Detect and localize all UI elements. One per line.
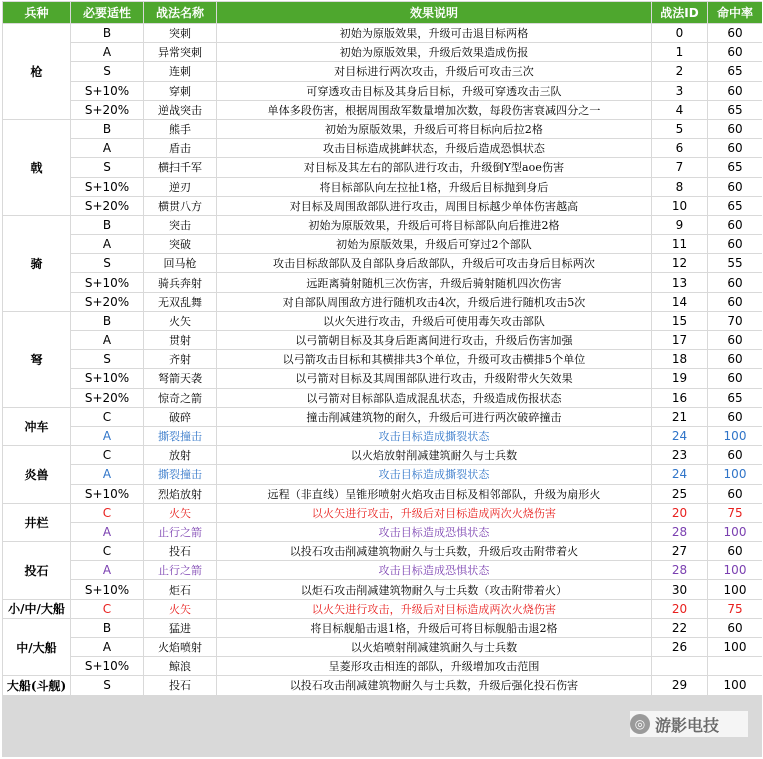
table-row bbox=[3, 197, 762, 215]
effect-cell: 以投石攻击削减建筑物耐久与士兵数，升级后强化投石伤害 bbox=[217, 676, 651, 694]
hit-rate-cell: 100 bbox=[708, 427, 762, 445]
effect-cell: 攻击目标造成恐惧状态 bbox=[217, 561, 651, 579]
aptitude-cell: B bbox=[71, 24, 143, 42]
skill-id-cell: 2 bbox=[652, 62, 707, 80]
effect-cell: 将目标部队向左拉扯1格，升级后目标抛到身后 bbox=[217, 178, 651, 196]
aptitude-cell: C bbox=[71, 542, 143, 560]
effect-cell: 初始为原版效果，升级后效果造成伤报 bbox=[217, 43, 651, 61]
hit-rate-cell: 100 bbox=[708, 676, 762, 694]
table-row bbox=[3, 254, 762, 272]
aptitude-cell: A bbox=[71, 427, 143, 445]
hit-rate-cell: 60 bbox=[708, 178, 762, 196]
effect-cell: 初始为原版效果，升级后可将目标向后拉2格 bbox=[217, 120, 651, 138]
unit-type-cell: 小/中/大船 bbox=[3, 600, 70, 618]
aptitude-cell: S bbox=[71, 254, 143, 272]
skill-name-cell: 熊手 bbox=[144, 120, 216, 138]
aptitude-cell: S+20% bbox=[71, 197, 143, 215]
table-row bbox=[3, 504, 762, 522]
skill-name-cell: 猛进 bbox=[144, 619, 216, 637]
table-row bbox=[3, 331, 762, 349]
aptitude-cell: C bbox=[71, 446, 143, 464]
effect-cell: 以炬石攻击削减建筑物耐久与士兵数（攻击附带着火） bbox=[217, 580, 651, 598]
hit-rate-cell: 65 bbox=[708, 197, 762, 215]
skill-id-cell: 9 bbox=[652, 216, 707, 234]
table-body bbox=[3, 24, 762, 695]
aptitude-cell: S+10% bbox=[71, 369, 143, 387]
aptitude-cell: S bbox=[71, 676, 143, 694]
skill-id-cell: 6 bbox=[652, 139, 707, 157]
aptitude-cell: S+10% bbox=[71, 485, 143, 503]
table-row bbox=[3, 101, 762, 119]
hit-rate-cell: 60 bbox=[708, 446, 762, 464]
skill-name-cell: 回马枪 bbox=[144, 254, 216, 272]
skill-id-cell: 24 bbox=[652, 427, 707, 445]
skill-name-cell: 突破 bbox=[144, 235, 216, 253]
skill-name-cell: 异常突刺 bbox=[144, 43, 216, 61]
skill-id-cell: 7 bbox=[652, 158, 707, 176]
skill-name-cell: 突击 bbox=[144, 216, 216, 234]
hit-rate-cell: 60 bbox=[708, 82, 762, 100]
effect-cell: 以火矢进行攻击，升级后对目标造成两次火烧伤害 bbox=[217, 600, 651, 618]
table-row bbox=[3, 82, 762, 100]
effect-cell: 撞击削减建筑物的耐久，升级后可进行两次破碎撞击 bbox=[217, 408, 651, 426]
table-row bbox=[3, 178, 762, 196]
aptitude-cell: S bbox=[71, 62, 143, 80]
hit-rate-cell: 100 bbox=[708, 465, 762, 483]
table-row bbox=[3, 485, 762, 503]
hit-rate-cell: 60 bbox=[708, 120, 762, 138]
hit-rate-cell: 100 bbox=[708, 561, 762, 579]
effect-cell: 以弓箭对目标部队造成混乱状态，升级造成伤报状态 bbox=[217, 389, 651, 407]
table-row bbox=[3, 369, 762, 387]
aptitude-cell: S+10% bbox=[71, 657, 143, 675]
header-row bbox=[3, 2, 762, 23]
table-row bbox=[3, 235, 762, 253]
aptitude-cell: A bbox=[71, 235, 143, 253]
hit-rate-cell: 60 bbox=[708, 273, 762, 291]
effect-cell: 对目标及其左右的部队进行攻击，升级倒Y型aoe伤害 bbox=[217, 158, 651, 176]
table-row bbox=[3, 120, 762, 138]
aptitude-cell: S+20% bbox=[71, 101, 143, 119]
header-skill-name: 战法名称 bbox=[144, 2, 216, 23]
skill-name-cell: 逆刃 bbox=[144, 178, 216, 196]
table-row bbox=[3, 600, 762, 618]
aptitude-cell: B bbox=[71, 120, 143, 138]
effect-cell: 对目标及周围敌部队进行攻击，周围目标越少单体伤害越高 bbox=[217, 197, 651, 215]
table-row bbox=[3, 273, 762, 291]
aptitude-cell: S+20% bbox=[71, 389, 143, 407]
hit-rate-cell: 55 bbox=[708, 254, 762, 272]
skill-id-cell: 27 bbox=[652, 542, 707, 560]
hit-rate-cell: 60 bbox=[708, 235, 762, 253]
skill-id-cell: 0 bbox=[652, 24, 707, 42]
table-row bbox=[3, 158, 762, 176]
aptitude-cell: B bbox=[71, 312, 143, 330]
skill-name-cell: 止行之箭 bbox=[144, 523, 216, 541]
skill-name-cell: 穿刺 bbox=[144, 82, 216, 100]
aptitude-cell: S bbox=[71, 350, 143, 368]
unit-type-cell: 冲车 bbox=[3, 408, 70, 445]
hit-rate-cell: 60 bbox=[708, 139, 762, 157]
skill-name-cell: 火矢 bbox=[144, 312, 216, 330]
wechat-icon: ◎ bbox=[630, 714, 650, 734]
unit-type-cell: 骑 bbox=[3, 216, 70, 311]
skill-id-cell: 18 bbox=[652, 350, 707, 368]
effect-cell: 攻击目标造成恐惧状态 bbox=[217, 523, 651, 541]
skill-name-cell: 骑兵奔射 bbox=[144, 273, 216, 291]
effect-cell: 远程（非直线）呈锥形喷射火焰攻击目标及相邻部队，升级为扇形火 bbox=[217, 485, 651, 503]
unit-type-cell: 弩 bbox=[3, 312, 70, 407]
aptitude-cell: A bbox=[71, 523, 143, 541]
aptitude-cell: S+10% bbox=[71, 178, 143, 196]
effect-cell: 初始为原版效果，升级后可穿过2个部队 bbox=[217, 235, 651, 253]
aptitude-cell: A bbox=[71, 561, 143, 579]
effect-cell: 攻击目标敌部队及自部队身后敌部队，升级后可攻击身后目标两次 bbox=[217, 254, 651, 272]
aptitude-cell: S+10% bbox=[71, 82, 143, 100]
effect-cell: 可穿透攻击目标及其身后目标，升级可穿透攻击三队 bbox=[217, 82, 651, 100]
hit-rate-cell: 60 bbox=[708, 619, 762, 637]
effect-cell: 以弓箭攻击目标和其横排共3个单位，升级可攻击横排5个单位 bbox=[217, 350, 651, 368]
table-row bbox=[3, 465, 762, 483]
skill-name-cell: 撕裂撞击 bbox=[144, 427, 216, 445]
skill-name-cell: 惊奇之箭 bbox=[144, 389, 216, 407]
hit-rate-cell: 60 bbox=[708, 24, 762, 42]
unit-type-cell: 大船(斗舰) bbox=[3, 676, 70, 694]
hit-rate-cell: 65 bbox=[708, 389, 762, 407]
skill-id-cell: 8 bbox=[652, 178, 707, 196]
effect-cell: 初始为原版效果，升级后可将目标部队向后推进2格 bbox=[217, 216, 651, 234]
unit-type-cell: 戟 bbox=[3, 120, 70, 215]
table-row bbox=[3, 24, 762, 42]
effect-cell: 呈菱形攻击相连的部队，升级增加攻击范围 bbox=[217, 657, 651, 675]
skill-name-cell: 齐射 bbox=[144, 350, 216, 368]
table-row bbox=[3, 427, 762, 445]
hit-rate-cell: 60 bbox=[708, 542, 762, 560]
effect-cell: 对自部队周围敌方进行随机攻击4次，升级后进行随机攻击5次 bbox=[217, 293, 651, 311]
effect-cell: 将目标舰船击退1格，升级后可将目标舰船击退2格 bbox=[217, 619, 651, 637]
header-skill-id: 战法ID bbox=[652, 2, 707, 23]
hit-rate-cell: 75 bbox=[708, 600, 762, 618]
hit-rate-cell: 100 bbox=[708, 580, 762, 598]
skill-id-cell: 30 bbox=[652, 580, 707, 598]
skill-id-cell: 19 bbox=[652, 369, 707, 387]
table-row bbox=[3, 446, 762, 464]
table-row bbox=[3, 62, 762, 80]
skill-id-cell: 20 bbox=[652, 504, 707, 522]
hit-rate-cell bbox=[708, 657, 762, 675]
effect-cell: 远距离骑射随机三次伤害，升级后骑射随机四次伤害 bbox=[217, 273, 651, 291]
aptitude-cell: S+10% bbox=[71, 580, 143, 598]
aptitude-cell: A bbox=[71, 43, 143, 61]
watermark bbox=[630, 711, 748, 737]
skill-name-cell: 突刺 bbox=[144, 24, 216, 42]
aptitude-cell: A bbox=[71, 331, 143, 349]
table-row bbox=[3, 542, 762, 560]
watermark-text: 游影电技 bbox=[655, 715, 720, 735]
hit-rate-cell: 60 bbox=[708, 369, 762, 387]
hit-rate-cell: 60 bbox=[708, 350, 762, 368]
skill-name-cell: 放射 bbox=[144, 446, 216, 464]
unit-type-cell: 投石 bbox=[3, 542, 70, 599]
skill-id-cell: 28 bbox=[652, 561, 707, 579]
skill-name-cell: 连刺 bbox=[144, 62, 216, 80]
table-row bbox=[3, 139, 762, 157]
hit-rate-cell: 100 bbox=[708, 523, 762, 541]
table-row bbox=[3, 312, 762, 330]
table-row bbox=[3, 389, 762, 407]
skill-id-cell: 15 bbox=[652, 312, 707, 330]
skill-id-cell: 24 bbox=[652, 465, 707, 483]
hit-rate-cell: 75 bbox=[708, 504, 762, 522]
skill-name-cell: 火矢 bbox=[144, 504, 216, 522]
skill-id-cell: 1 bbox=[652, 43, 707, 61]
aptitude-cell: A bbox=[71, 638, 143, 656]
effect-cell: 攻击目标造成挑衅状态，升级后造成恐惧状态 bbox=[217, 139, 651, 157]
skill-id-cell: 13 bbox=[652, 273, 707, 291]
aptitude-cell: A bbox=[71, 465, 143, 483]
skill-name-cell: 止行之箭 bbox=[144, 561, 216, 579]
unit-type-cell: 中/大船 bbox=[3, 619, 70, 676]
skill-id-cell: 20 bbox=[652, 600, 707, 618]
table-row bbox=[3, 523, 762, 541]
aptitude-cell: S+20% bbox=[71, 293, 143, 311]
hit-rate-cell: 60 bbox=[708, 293, 762, 311]
aptitude-cell: S+10% bbox=[71, 273, 143, 291]
table-row bbox=[3, 293, 762, 311]
header-effect-description: 效果说明 bbox=[217, 2, 651, 23]
skill-name-cell: 横贯八方 bbox=[144, 197, 216, 215]
skill-id-cell: 14 bbox=[652, 293, 707, 311]
skill-name-cell: 烈焰放射 bbox=[144, 485, 216, 503]
aptitude-cell: C bbox=[71, 408, 143, 426]
skill-name-cell: 火矢 bbox=[144, 600, 216, 618]
aptitude-cell: C bbox=[71, 600, 143, 618]
unit-type-cell: 井栏 bbox=[3, 504, 70, 541]
aptitude-cell: B bbox=[71, 216, 143, 234]
effect-cell: 以弓箭朝目标及其身后距离间进行攻击，升级后伤害加强 bbox=[217, 331, 651, 349]
skill-name-cell: 横扫千军 bbox=[144, 158, 216, 176]
hit-rate-cell: 60 bbox=[708, 216, 762, 234]
header-hit-rate: 命中率 bbox=[708, 2, 762, 23]
table-row bbox=[3, 350, 762, 368]
effect-cell: 单体多段伤害，根据周围敌军数量增加次数，每段伤害衰减四分之一 bbox=[217, 101, 651, 119]
skill-table bbox=[2, 1, 763, 696]
effect-cell: 初始为原版效果，升级可击退目标两格 bbox=[217, 24, 651, 42]
skill-id-cell: 21 bbox=[652, 408, 707, 426]
skill-name-cell: 撕裂撞击 bbox=[144, 465, 216, 483]
skill-id-cell: 11 bbox=[652, 235, 707, 253]
effect-cell: 以弓箭对目标及其周围部队进行攻击，升级附带火矢效果 bbox=[217, 369, 651, 387]
aptitude-cell: S bbox=[71, 158, 143, 176]
effect-cell: 以投石攻击削减建筑物耐久与士兵数，升级后攻击附带着火 bbox=[217, 542, 651, 560]
header-required-aptitude: 必要适性 bbox=[71, 2, 143, 23]
skill-name-cell: 贯射 bbox=[144, 331, 216, 349]
effect-cell: 攻击目标造成撕裂状态 bbox=[217, 465, 651, 483]
table-row bbox=[3, 619, 762, 637]
hit-rate-cell: 60 bbox=[708, 485, 762, 503]
aptitude-cell: A bbox=[71, 139, 143, 157]
table-row bbox=[3, 676, 762, 694]
hit-rate-cell: 65 bbox=[708, 158, 762, 176]
table-row bbox=[3, 657, 762, 675]
aptitude-cell: C bbox=[71, 504, 143, 522]
skill-id-cell: 25 bbox=[652, 485, 707, 503]
hit-rate-cell: 65 bbox=[708, 101, 762, 119]
skill-id-cell: 17 bbox=[652, 331, 707, 349]
skill-name-cell: 炬石 bbox=[144, 580, 216, 598]
skill-id-cell: 12 bbox=[652, 254, 707, 272]
unit-type-cell: 炎兽 bbox=[3, 446, 70, 503]
table-row bbox=[3, 561, 762, 579]
skill-name-cell: 火焰喷射 bbox=[144, 638, 216, 656]
table-row bbox=[3, 216, 762, 234]
aptitude-cell: B bbox=[71, 619, 143, 637]
hit-rate-cell: 60 bbox=[708, 331, 762, 349]
effect-cell: 攻击目标造成撕裂状态 bbox=[217, 427, 651, 445]
table-row bbox=[3, 580, 762, 598]
skill-id-cell: 29 bbox=[652, 676, 707, 694]
skill-id-cell: 10 bbox=[652, 197, 707, 215]
unit-type-cell: 枪 bbox=[3, 24, 70, 119]
hit-rate-cell: 60 bbox=[708, 43, 762, 61]
hit-rate-cell: 60 bbox=[708, 408, 762, 426]
skill-name-cell: 投石 bbox=[144, 676, 216, 694]
skill-name-cell: 投石 bbox=[144, 542, 216, 560]
skill-table-sheet bbox=[2, 1, 762, 757]
skill-id-cell: 3 bbox=[652, 82, 707, 100]
table-row bbox=[3, 43, 762, 61]
skill-id-cell: 26 bbox=[652, 638, 707, 656]
skill-name-cell: 弩箭天袭 bbox=[144, 369, 216, 387]
effect-cell: 以火矢进行攻击，升级后可使用毒矢攻击部队 bbox=[217, 312, 651, 330]
skill-name-cell: 盾击 bbox=[144, 139, 216, 157]
skill-name-cell: 鲸浪 bbox=[144, 657, 216, 675]
skill-id-cell: 4 bbox=[652, 101, 707, 119]
table-row bbox=[3, 638, 762, 656]
effect-cell: 以火矢进行攻击，升级后对目标造成两次火烧伤害 bbox=[217, 504, 651, 522]
hit-rate-cell: 100 bbox=[708, 638, 762, 656]
header-unit-type: 兵种 bbox=[3, 2, 70, 23]
effect-cell: 以火焰放射削减建筑耐久与士兵数 bbox=[217, 446, 651, 464]
effect-cell: 以火焰喷射削减建筑耐久与士兵数 bbox=[217, 638, 651, 656]
skill-name-cell: 破碎 bbox=[144, 408, 216, 426]
skill-name-cell: 无双乱舞 bbox=[144, 293, 216, 311]
table-row bbox=[3, 408, 762, 426]
skill-id-cell: 16 bbox=[652, 389, 707, 407]
hit-rate-cell: 70 bbox=[708, 312, 762, 330]
skill-id-cell bbox=[652, 657, 707, 675]
skill-id-cell: 5 bbox=[652, 120, 707, 138]
hit-rate-cell: 65 bbox=[708, 62, 762, 80]
skill-id-cell: 28 bbox=[652, 523, 707, 541]
skill-id-cell: 23 bbox=[652, 446, 707, 464]
skill-name-cell: 逆战突击 bbox=[144, 101, 216, 119]
effect-cell: 对目标进行两次攻击，升级后可攻击三次 bbox=[217, 62, 651, 80]
skill-id-cell: 22 bbox=[652, 619, 707, 637]
